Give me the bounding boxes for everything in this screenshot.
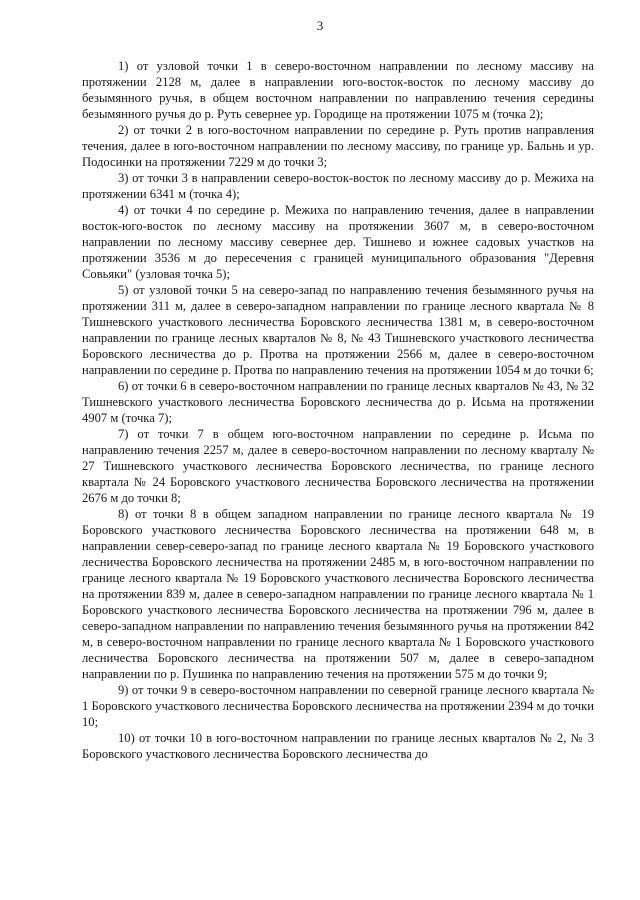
page-number: 3: [316, 18, 324, 33]
paragraph-6: 6) от точки 6 в северо-восточном направлении по границе лесных кварталов № 43, № 32 Тишневского участкового лесничества Боровского лесничества до р. Исьма на протяжении 4907 м (точка 7);: [82, 379, 594, 425]
paragraph-5: 5) от узловой точки 5 на северо-запад по направлению течения безымянного ручья на протяжении 311 м, далее в северо-западном направлении по границе лесного квартала № 8 Тишневского участкового лесничества Боровского лесничества 1381 м, в северо-восточном направлении по границе лесных кварталов № 8, № 43 Тишневского участкового лесничества Боровского лесничества до р. Протва на протяжении 2566 м, далее в северо-восточном направлении по середине р. Протва по направлению течения на протяжении 1054 м до точки 6;: [82, 283, 594, 377]
paragraph-1: 1) от узловой точки 1 в северо-восточном направлении по лесному массиву на протяжении 2128 м, далее в направлении юго-восток-восток по лесному массиву до безымянного ручья, в общем восточном направлении по направлению течения середины безымянного ручья до р. Руть севернее ур. Городище на протяжении 1075 м (точка 2);: [82, 59, 594, 121]
paragraph-9: 9) от точки 9 в северо-восточном направлении по северной границе лесного квартала № 1 Боровского участкового лесничества Боровского лесничества на протяжении 2394 м до точки 10;: [82, 683, 594, 729]
document-body: [82, 58, 594, 762]
paragraph-4: 4) от точки 4 по середине р. Межиха по направлению течения, далее в направлении восток-юго-восток по лесному массиву на протяжении 3607 м, в северо-восточном направлении по лесному массиву севернее дер. Тишнево и южнее садовых участков на протяжении 3536 м до пересечения с границей муниципального образования "Деревня Совьяки" (узловая точка 5);: [82, 203, 594, 281]
paragraph-10: 10) от точки 10 в юго-восточном направлении по границе лесных кварталов № 2, № 3 Боровского участкового лесничества Боровского лесничества до: [82, 731, 594, 761]
paragraph-7: 7) от точки 7 в общем юго-восточном направлении по середине р. Исьма по направлению течения 2257 м, далее в северо-восточном направлении по лесному кварталу № 27 Тишневского участкового лесничества Боровского лесничества, по границе лесного квартала № 24 Боровского участкового лесничества Боровского лесничества на протяжении 2676 м до точки 8;: [82, 427, 594, 505]
paragraph-8: 8) от точки 8 в общем западном направлении по границе лесного квартала № 19 Боровского участкового лесничества Боровского лесничества на протяжении 648 м, в направлении север-северо-запад по границе лесного квартала № 19 Боровского участкового лесничества Боровского лесничества на протяжении 2485 м, в юго-восточном направлении по границе лесного квартала № 19 Боровского участкового лесничества Боровского лесничества на протяжении 839 м, далее в северо-западном направлении по границе лесного квартала № 1 Боровского участкового лесничества Боровского лесничества на протяжении 796 м, далее в северо-западном направлении по направлению течения безымянного ручья на протяжении 842 м, в северо-восточном направлении по границе лесного квартала № 1 Боровского участкового лесничества Боровского лесничества на протяжении 507 м, далее в северо-западном направлении по р. Пушинка по направлению течения на протяжении 575 м до точки 9;: [82, 507, 594, 681]
paragraph-3: 3) от точки 3 в направлении северо-восток-восток по лесному массиву до р. Межиха на протяжении 6341 м (точка 4);: [82, 171, 594, 201]
paragraph-2: 2) от точки 2 в юго-восточном направлении по середине р. Руть против направления течения, далее в юго-восточном направлении по лесному массиву, по границе ур. Бальнь и ур. Подосинки на протяжении 7229 м до точки 3;: [82, 123, 594, 169]
